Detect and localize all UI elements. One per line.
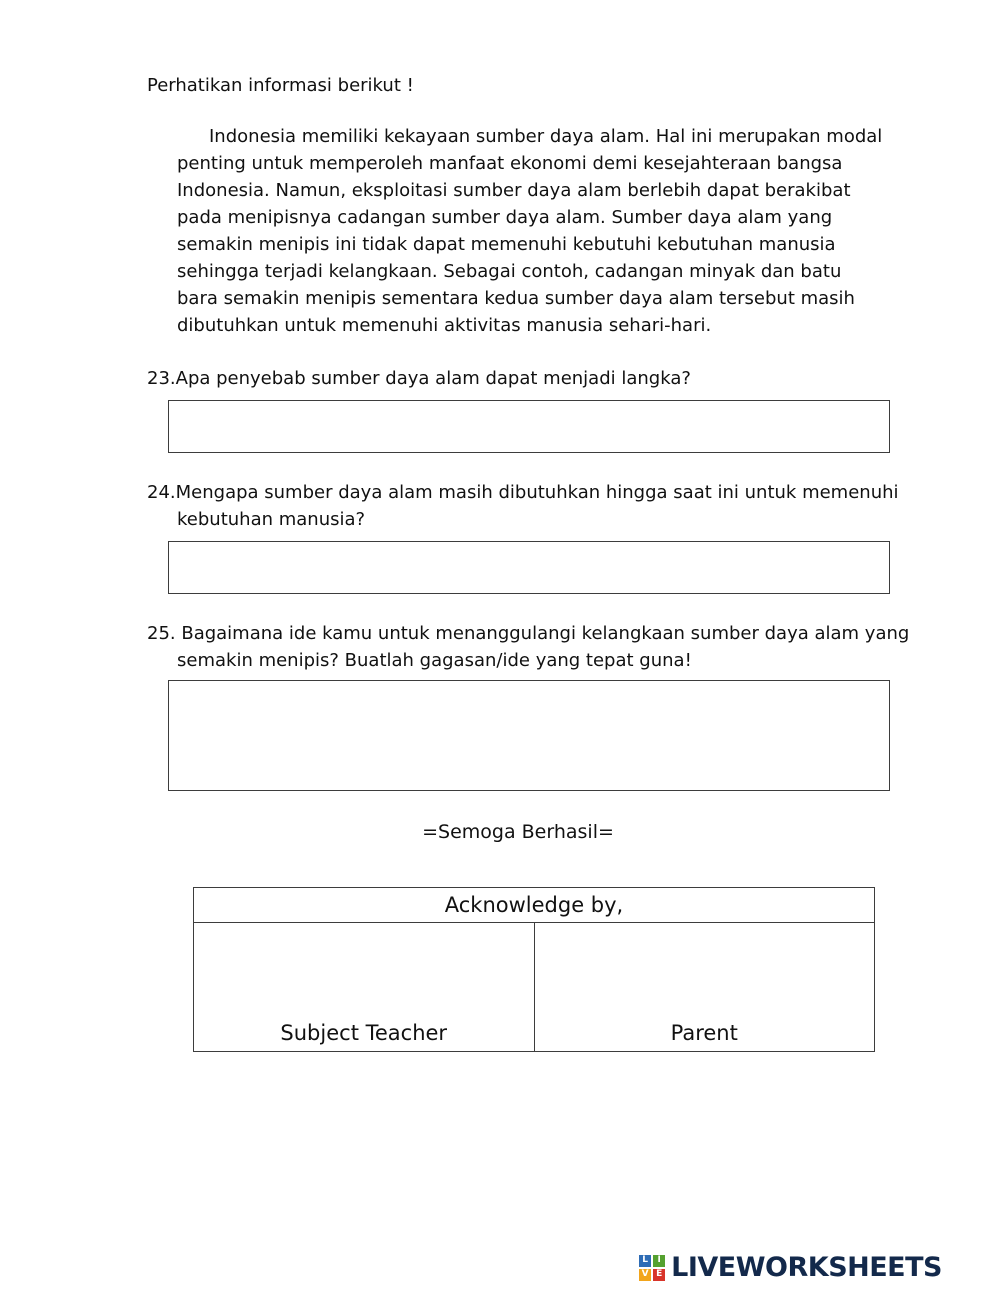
brand-square-3: E bbox=[653, 1269, 665, 1281]
liveworksheets-wordmark: LIVEWORKSHEETS bbox=[671, 1252, 942, 1283]
answer-input-24[interactable] bbox=[168, 541, 890, 594]
acknowledge-header: Acknowledge by, bbox=[194, 888, 875, 923]
brand-square-1: I bbox=[653, 1255, 665, 1267]
brand-square-0: L bbox=[639, 1255, 651, 1267]
worksheet-content bbox=[147, 72, 910, 1052]
signature-cell-parent bbox=[534, 923, 875, 1052]
answer-input-23[interactable] bbox=[168, 400, 890, 453]
answer-input-25[interactable] bbox=[168, 680, 890, 791]
question-23-label: 23.Apa penyebab sumber daya alam dapat menjadi langka? bbox=[147, 368, 691, 389]
liveworksheets-logo-icon bbox=[639, 1255, 665, 1281]
liveworksheets-brand bbox=[639, 1252, 942, 1283]
signature-cell-teacher bbox=[194, 923, 535, 1052]
passage-text: Indonesia memiliki kekayaan sumber daya alam. Hal ini merupakan modal penting untuk memperoleh manfaat ekonomi demi kesejahteraan bangsa Indonesia. Namun, eksploitasi sumber daya alam berlebih dapat berakibat pada menipisnya cadangan sumber daya alam. Sumber daya alam yang semakin menipis ini tidak dapat memenuhi kebutuhi kebutuhan manusia sehingga terjadi kelangkaan. Sebagai contoh, cadangan minyak dan batu bara semakin menipis sementara kedua sumber daya alam tersebut masih dibutuhkan untuk memenuhi aktivitas manusia sehari-hari. bbox=[177, 126, 883, 336]
subject-teacher-label: Subject Teacher bbox=[280, 1021, 448, 1045]
intro-text: Perhatikan informasi berikut ! bbox=[147, 75, 414, 96]
acknowledge-table bbox=[193, 887, 875, 1052]
question-24-label: 24.Mengapa sumber daya alam masih dibutuhkan hingga saat ini untuk memenuhi kebutuhan manusia? bbox=[147, 482, 899, 530]
closing-text: =Semoga Berhasil= bbox=[422, 821, 614, 843]
question-25-label: 25. Bagaimana ide kamu untuk menanggulangi kelangkaan sumber daya alam yang semakin menipis? Buatlah gagasan/ide yang tepat guna! bbox=[147, 623, 910, 671]
parent-label: Parent bbox=[670, 1021, 738, 1045]
brand-square-2: V bbox=[639, 1269, 651, 1281]
